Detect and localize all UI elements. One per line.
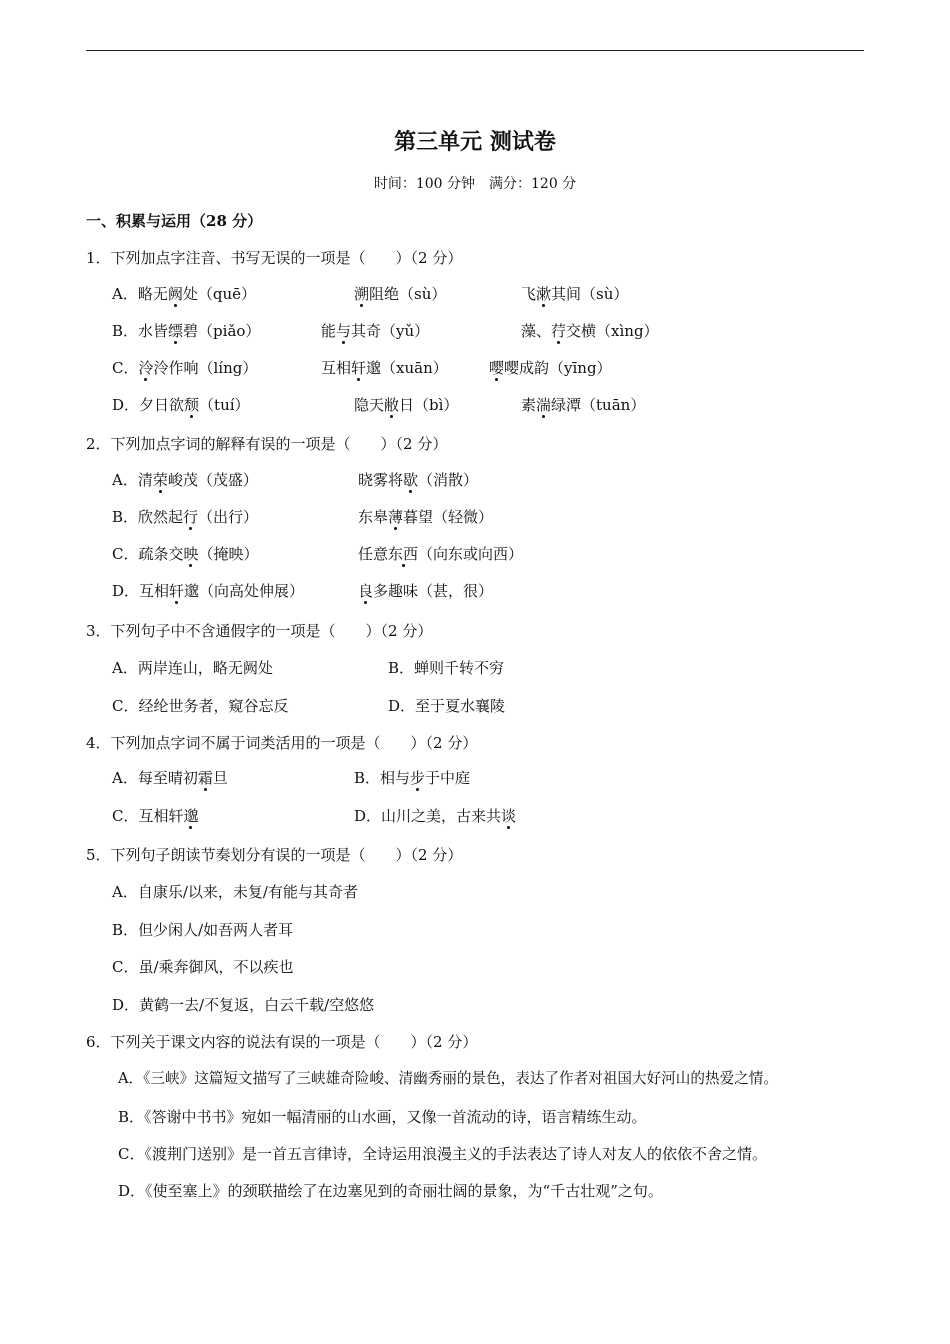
q2-option-c2: 任意东西（向东或向西） — [358, 545, 524, 563]
question-2-stem: 2．下列加点字词的解释有误的一项是（ ）（2 分） — [86, 435, 448, 453]
question-5-stem: 5．下列句子朗读节奏划分有误的一项是（ ）（2 分） — [86, 846, 463, 864]
q3-option-b: B．蝉则千转不穷 — [388, 659, 505, 677]
q1-option-c2: 互相轩邈（xuān） — [321, 359, 448, 377]
q2-option-d1: D．互相轩邈（向高处伸展） — [112, 582, 305, 600]
exam-info: 时间：100 分钟 满分：120 分 — [373, 176, 577, 192]
q6-option-a: A．《三峡》这篇短文描写了三峡雄奇险峻、清幽秀丽的景色，表达了作者对祖国大好河山的热爱之情。 — [118, 1070, 778, 1087]
q2-option-c1: C．疏条交映（掩映） — [112, 545, 259, 563]
q1-option-b2: 能与其奇（yǔ） — [321, 322, 430, 340]
q2-option-a1: A．清荣峻茂（茂盛） — [112, 471, 258, 489]
question-1-stem: 1．下列加点字注音、书写无误的一项是（ ）（2 分） — [86, 249, 463, 267]
q4-option-a: A．每至晴初霜旦 — [112, 769, 228, 787]
q4-option-c: C．互相轩邈 — [112, 807, 199, 825]
q6-option-b: B．《答谢中书书》宛如一幅清丽的山水画，又像一首流动的诗，语言精练生动。 — [118, 1108, 647, 1126]
q1-option-d3: 素湍绿潭（tuān） — [521, 396, 646, 414]
q3-option-c: C．经纶世务者，窥谷忘反 — [112, 697, 289, 715]
q1-option-c3: 嘤嘤成韵（yīng） — [489, 359, 612, 377]
q6-option-d: D．《使至塞上》的颈联描绘了在边塞见到的奇丽壮阔的景象，为“千古壮观”之句。 — [118, 1182, 663, 1200]
q4-option-b: B．相与步于中庭 — [354, 769, 471, 787]
q1-option-d1: D．夕日欲颓（tuí） — [112, 396, 250, 414]
header-rule — [86, 50, 864, 51]
q1-option-d2: 隐天敝日（bì） — [354, 396, 459, 414]
q2-option-b1: B．欣然起行（出行） — [112, 508, 259, 526]
q6-option-c: C．《渡荆门送别》是一首五言律诗，全诗运用浪漫主义的手法表达了诗人对友人的依依不舍之情。 — [118, 1145, 767, 1163]
q5-option-c: C．虽/乘奔御风，不以疾也 — [112, 958, 294, 976]
q1-option-a2: 溯阻绝（sù） — [354, 285, 447, 303]
q2-option-d2: 良多趣味（甚，很） — [358, 582, 494, 600]
q1-option-b1: B．水皆缥碧（piǎo） — [112, 322, 261, 340]
question-6-stem: 6．下列关于课文内容的说法有误的一项是（ ）（2 分） — [86, 1033, 478, 1051]
page-title: 第三单元 测试卷 — [394, 129, 556, 155]
q1-option-c1: C．泠泠作响（líng） — [112, 359, 258, 377]
section-heading: 一、积累与运用（28 分） — [86, 212, 263, 230]
question-4-stem: 4．下列加点字词不属于词类活用的一项是（ ）（2 分） — [86, 734, 478, 752]
q4-option-d: D．山川之美，古来共谈 — [354, 807, 517, 825]
question-3-stem: 3．下列句子中不含通假字的一项是（ ）（2 分） — [86, 622, 433, 640]
q2-option-b2: 东皋薄暮望（轻微） — [358, 508, 494, 526]
q1-option-b3: 藻、荇交横（xìng） — [521, 322, 659, 340]
q2-option-a2: 晓雾将歇（消散） — [358, 471, 479, 489]
q1-option-a1: A．略无阙处（quē） — [112, 285, 256, 303]
q1-option-a3: 飞漱其间（sù） — [521, 285, 629, 303]
q5-option-b: B．但少闲人/如吾两人者耳 — [112, 921, 294, 939]
q5-option-d: D．黄鹤一去/不复返，白云千载/空悠悠 — [112, 996, 375, 1014]
q3-option-a: A．两岸连山，略无阙处 — [112, 659, 273, 677]
q5-option-a: A．自康乐/以来，未复/有能与其奇者 — [112, 883, 358, 901]
q3-option-d: D．至于夏水襄陵 — [388, 697, 506, 715]
